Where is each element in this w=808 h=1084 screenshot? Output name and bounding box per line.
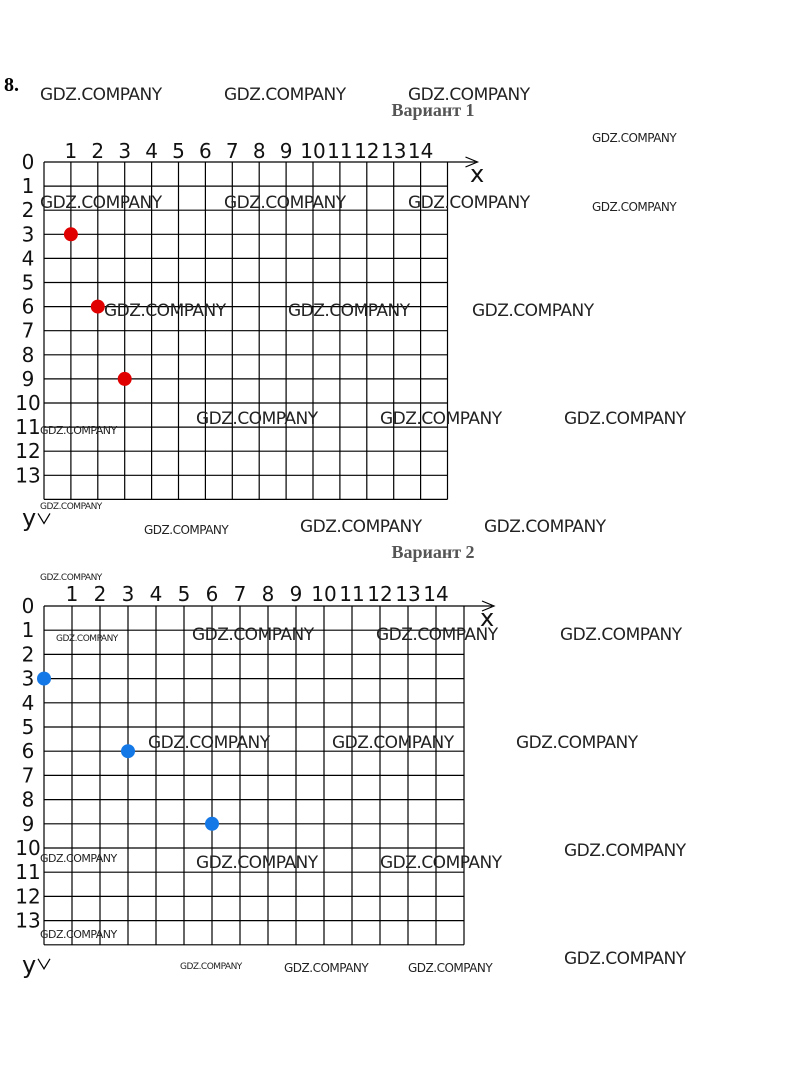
x-tick-label: 13 [395,582,421,606]
data-point [205,817,219,831]
variant-2-chart [15,542,494,979]
y-axis-label: y [22,504,37,532]
x-tick-label: 12 [354,139,380,163]
watermark-text: GDZ.COMPANY [40,85,162,105]
y-tick-label: 7 [21,763,35,788]
watermark-text: GDZ.COMPANY [196,409,318,429]
data-point [64,227,78,241]
y-tick-label: 1 [21,618,35,643]
x-tick-label: 10 [300,139,326,163]
watermark-text: GDZ.COMPANY [144,523,229,537]
watermark-text: GDZ.COMPANY [408,961,493,975]
y-tick-label: 1 [21,174,35,199]
watermark-text: GDZ.COMPANY [40,852,117,865]
watermark-text: GDZ.COMPANY [380,853,502,873]
x-tick-label: 2 [91,139,105,163]
watermark-text: GDZ.COMPANY [196,853,318,873]
y-axis-label: y [22,951,37,979]
watermark-text: GDZ.COMPANY [564,841,686,861]
data-point [91,300,105,314]
x-tick-label: 12 [367,582,393,606]
watermark-text: GDZ.COMPANY [564,409,686,429]
watermark-text: GDZ.COMPANY [40,502,102,512]
x-tick-label: 9 [289,582,303,606]
y-axis-arrowhead [38,959,50,969]
y-tick-label: 2 [21,198,35,223]
x-tick-label: 11 [339,582,365,606]
x-axis-label: x [470,160,485,188]
y-tick-label: 12 [15,884,41,909]
watermark-text: GDZ.COMPANY [300,517,422,537]
watermark-text: GDZ.COMPANY [40,928,117,941]
x-tick-label: 3 [121,582,135,606]
x-tick-label: 7 [225,139,239,163]
x-tick-label: 11 [327,139,353,163]
chart-title: Вариант 2 [391,542,475,562]
watermark-text: GDZ.COMPANY [408,193,530,213]
y-tick-label: 8 [21,787,35,812]
x-axis-label: x [480,604,495,632]
watermark-text: GDZ.COMPANY [224,193,346,213]
watermark-text: GDZ.COMPANY [192,625,314,645]
x-tick-label: 3 [118,139,132,163]
x-tick-label: 4 [149,582,163,606]
variant-1-chart [15,100,484,532]
watermark-text: GDZ.COMPANY [472,301,594,321]
watermark-text: GDZ.COMPANY [148,733,270,753]
x-tick-label: 13 [380,139,407,163]
y-tick-label: 3 [21,666,35,691]
grid [44,606,464,945]
x-tick-label: 4 [145,139,158,163]
watermark-text: GDZ.COMPANY [56,634,118,644]
y-tick-label: 4 [21,690,35,715]
watermark-text: GDZ.COMPANY [564,949,686,969]
y-tick-label: 0 [21,594,35,618]
y-tick-label: 10 [15,836,41,860]
watermark-text: GDZ.COMPANY [284,961,369,975]
y-tick-label: 2 [21,642,35,667]
x-tick-label: 6 [205,582,219,606]
chart-title: Вариант 1 [391,100,475,120]
x-tick-label: 1 [65,582,79,606]
watermark-text: GDZ.COMPANY [592,131,677,145]
x-tick-label: 1 [64,139,78,163]
y-tick-label: 13 [15,463,41,488]
y-tick-label: 7 [21,318,35,343]
y-axis-arrowhead [38,513,50,523]
data-point [37,672,51,686]
y-tick-label: 0 [21,150,35,174]
watermark-text: GDZ.COMPANY [516,733,638,753]
y-tick-label: 6 [21,739,35,764]
y-tick-label: 10 [15,391,41,415]
data-point [118,372,132,386]
watermark-text: GDZ.COMPANY [40,193,162,213]
x-tick-label: 9 [279,139,293,163]
watermark-text: GDZ.COMPANY [380,409,502,429]
x-tick-label: 10 [311,582,337,606]
y-tick-label: 5 [21,715,35,739]
x-tick-label: 5 [172,139,185,163]
watermark-text: GDZ.COMPANY [40,424,117,437]
watermark-text: GDZ.COMPANY [288,301,410,321]
watermark-layer [40,85,687,975]
x-tick-label: 8 [252,139,266,163]
y-tick-label: 12 [15,439,41,464]
x-tick-label: 8 [261,582,275,606]
watermark-text: GDZ.COMPANY [376,625,498,645]
y-tick-label: 4 [21,246,35,271]
y-tick-label: 5 [21,270,35,295]
y-tick-label: 9 [21,811,35,836]
y-tick-label: 6 [21,294,35,319]
watermark-text: GDZ.COMPANY [560,625,682,645]
x-tick-label: 2 [93,582,107,606]
y-tick-label: 3 [21,222,35,247]
x-tick-label: 5 [177,582,191,606]
y-tick-label: 9 [21,366,35,391]
watermark-text: GDZ.COMPANY [180,962,242,972]
watermark-text: GDZ.COMPANY [592,200,677,214]
data-point [121,744,135,758]
x-tick-label: 7 [233,582,247,606]
watermark-text: GDZ.COMPANY [104,301,226,321]
problem-number: 8. [4,74,19,96]
x-tick-label: 6 [199,139,212,163]
y-tick-label: 13 [15,908,41,933]
x-tick-label: 14 [423,582,449,606]
watermark-text: GDZ.COMPANY [484,517,606,537]
watermark-text: GDZ.COMPANY [224,85,346,105]
watermark-text: GDZ.COMPANY [408,85,530,105]
x-tick-label: 14 [407,139,434,163]
watermark-text: GDZ.COMPANY [40,573,102,583]
watermark-text: GDZ.COMPANY [332,733,454,753]
y-tick-label: 11 [15,860,41,885]
y-tick-label: 11 [15,415,41,440]
y-tick-label: 8 [21,342,35,367]
